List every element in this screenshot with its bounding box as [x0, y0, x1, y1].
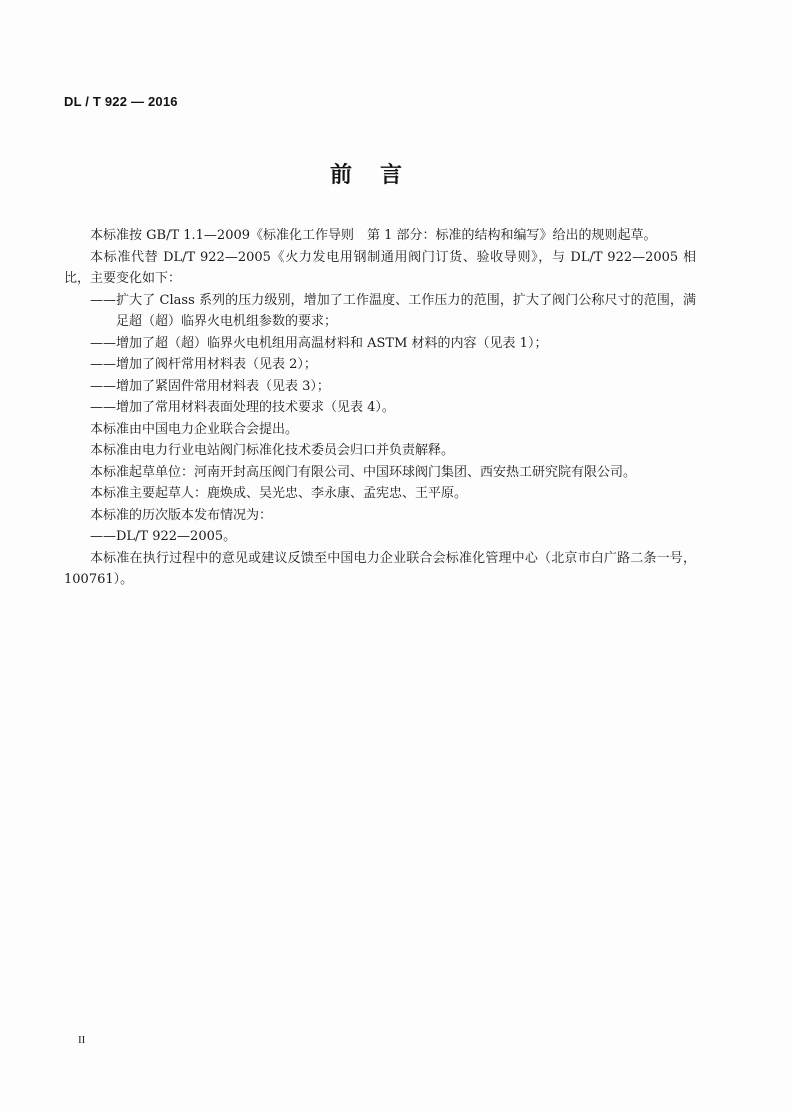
- history-item: ——DL/T 922—2005。: [90, 529, 237, 544]
- paragraph-drafting-units: 本标准起草单位：河南开封高压阀门有限公司、中国环球阀门集团、西安热工研究院有限公司。: [90, 464, 637, 480]
- change-item: ——扩大了 Class 系列的压力级别，增加了工作温度、工作压力的范围，扩大了阀门公称尺寸的范围，满足超（超）临界火电机组参数的要求；: [90, 292, 696, 329]
- standard-code-header: DL / T 922 — 2016: [64, 94, 178, 109]
- page-title: [0, 158, 732, 189]
- page-number: II: [78, 1034, 86, 1046]
- paragraph-responsible: 本标准由电力行业电站阀门标准化技术委员会归口并负责解释。: [90, 443, 455, 458]
- page-title-text: 前言: [329, 163, 430, 188]
- paragraph-history-intro: 本标准的历次版本发布情况为：: [90, 507, 273, 523]
- paragraph-drafting-rules: 本标准按 GB/T 1.1—2009《标准化工作导则 第 1 部分：标准的结构和编写》给出的规则起草。: [90, 228, 657, 243]
- paragraph-replacement: 本标准代替 DL/T 922—2005《火力发电用钢制通用阀门订货、验收导则》，与 DL/T 922—2005 相比，主要变化如下：: [64, 249, 696, 286]
- change-item: ——增加了紧固件常用材料表（见表 3）；: [90, 378, 330, 394]
- change-item: ——增加了超（超）临界火电机组用高温材料和 ASTM 材料的内容（见表 1）；: [90, 335, 548, 351]
- change-item: ——增加了阀杆常用材料表（见表 2）；: [90, 357, 317, 372]
- paragraph-drafters: 本标准主要起草人：鹿焕成、吴光忠、李永康、孟宪忠、王平原。: [90, 486, 468, 501]
- paragraph-feedback: 本标准在执行过程中的意见或建议反馈至中国电力企业联合会标准化管理中心（北京市白广路二条一号，100761）。: [64, 550, 696, 587]
- change-item: ——增加了常用材料表面处理的技术要求（见表 4）。: [90, 400, 395, 415]
- foreword-body: [64, 225, 696, 591]
- paragraph-proposer: 本标准由中国电力企业联合会提出。: [90, 421, 299, 437]
